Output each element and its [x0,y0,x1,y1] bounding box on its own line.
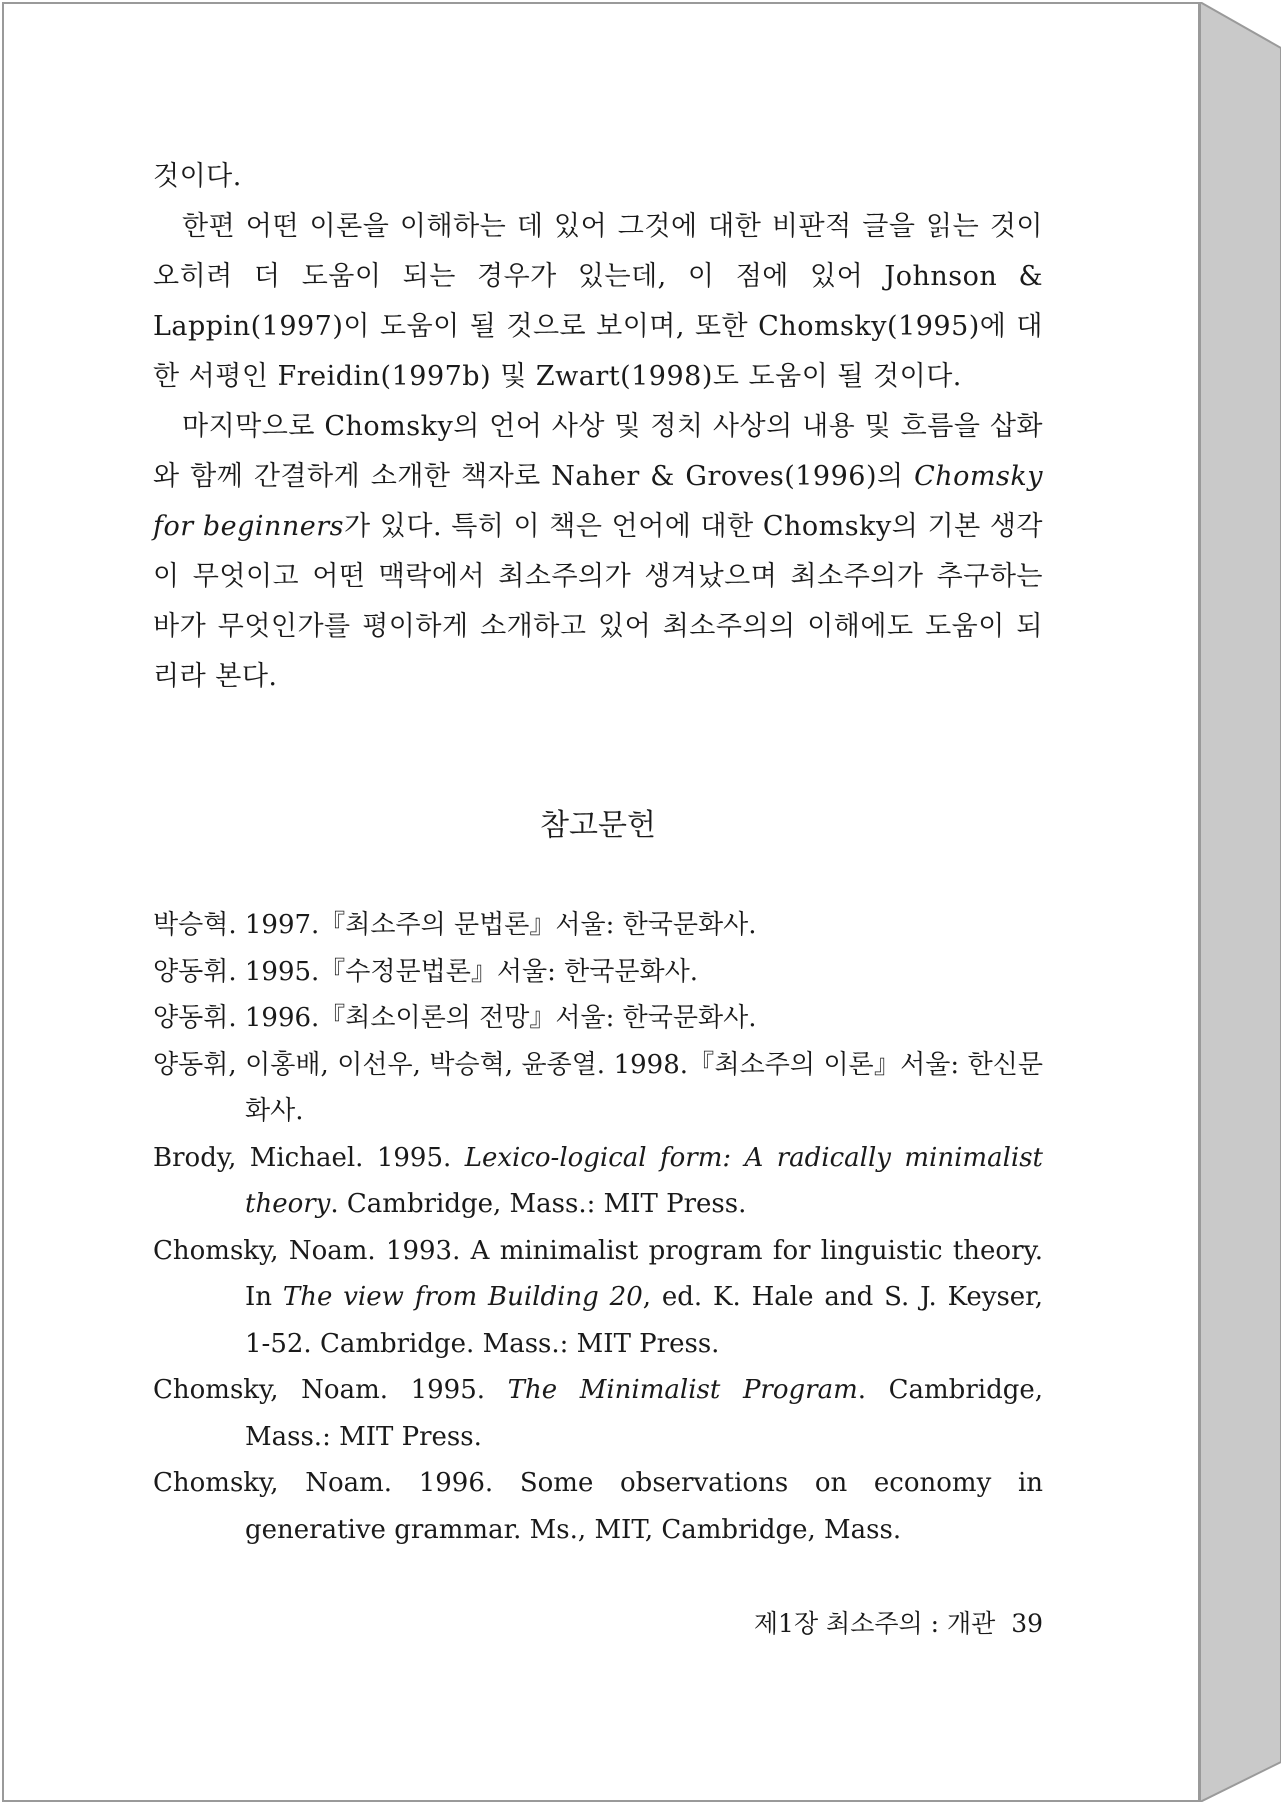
reference-text: , ed. K. Hale and S. J. Keyser, 1-52. Cambridge. Mass.: MIT Press. [245,1282,1044,1359]
page-number: 39 [1011,1609,1043,1638]
reference-item [153,1228,1043,1368]
reference-text: . Cambridge, Mass.: MIT Press. [330,1189,747,1219]
references-heading: 참고문헌 [540,808,656,843]
reference-title: The Minimalist Program [507,1375,858,1405]
body-text [153,152,1043,702]
reference-item: 양동휘. 1995.『수정문법론』서울: 한국문화사. [153,956,698,987]
reference-list [153,902,1043,1553]
chapter-label: 제1장 최소주의 : 개관 [753,1609,996,1638]
reference-title: Lexico-logical form: A radically minimalist theory [245,1142,1043,1219]
paragraph-3 [153,402,1043,702]
book [2,2,1283,1804]
reference-item: 양동휘, 이홍배, 이선우, 박승혁, 윤종열. 1998.『최소주의 이론』서울: 한신문화사. [153,1049,1043,1126]
paragraph-3-text-a: 마지막으로 Chomsky의 언어 사상 및 정치 사상의 내용 및 흐름을 삽화와 함께 간결하게 소개한 책자로 Naher & Groves(1996)의 [153,411,1043,492]
paragraph-2: 한편 어떤 이론을 이해하는 데 있어 그것에 대한 비판적 글을 읽는 것이 오히려 더 도움이 되는 경우가 있는데, 이 점에 있어 Johnson & Lappin(1997)이 도움이 될 것으로 보이며, 또한 Chomsky(1995)에 대한 서평인 Freidin(1997b) 및 Zwart(1998)도 도움이 될 것이다. [153,211,1043,392]
reference-item [153,1135,1043,1228]
reference-text: Chomsky, Noam. 1995. [153,1375,508,1405]
reference-title: The view from Building 20 [282,1282,643,1312]
reference-text: Brody, Michael. 1995. [153,1142,465,1173]
reference-item [153,1367,1043,1460]
reference-item: Chomsky, Noam. 1996. Some observations on economy in generative grammar. Ms., MIT, Cambridge, Mass. [153,1468,1043,1545]
paragraph-3-text-b: 가 있다. 특히 이 책은 언어에 대한 Chomsky의 기본 생각이 무엇이고 어떤 맥락에서 최소주의가 생겨났으며 최소주의가 추구하는 바가 무엇인가를 평이하게 소개하고 있어 최소주의의 이해에도 도움이 되리라 본다. [153,511,1043,692]
reference-text: Chomsky, Noam. 1993. A minimalist program for linguistic theory. In [153,1235,1043,1312]
paragraph-1: 것이다. [153,161,242,192]
page-edge-3d [1200,2,1281,1802]
book-title: Chomsky for beginners [153,461,1043,542]
reference-item: 박승혁. 1997.『최소주의 문법론』서울: 한국문화사. [153,910,757,940]
reference-item: 양동휘. 1996.『최소이론의 전망』서울: 한국문화사. [153,1003,757,1033]
reference-text: . Cambridge, Mass.: MIT Press. [245,1375,1044,1452]
page-footer [153,1604,1043,1644]
